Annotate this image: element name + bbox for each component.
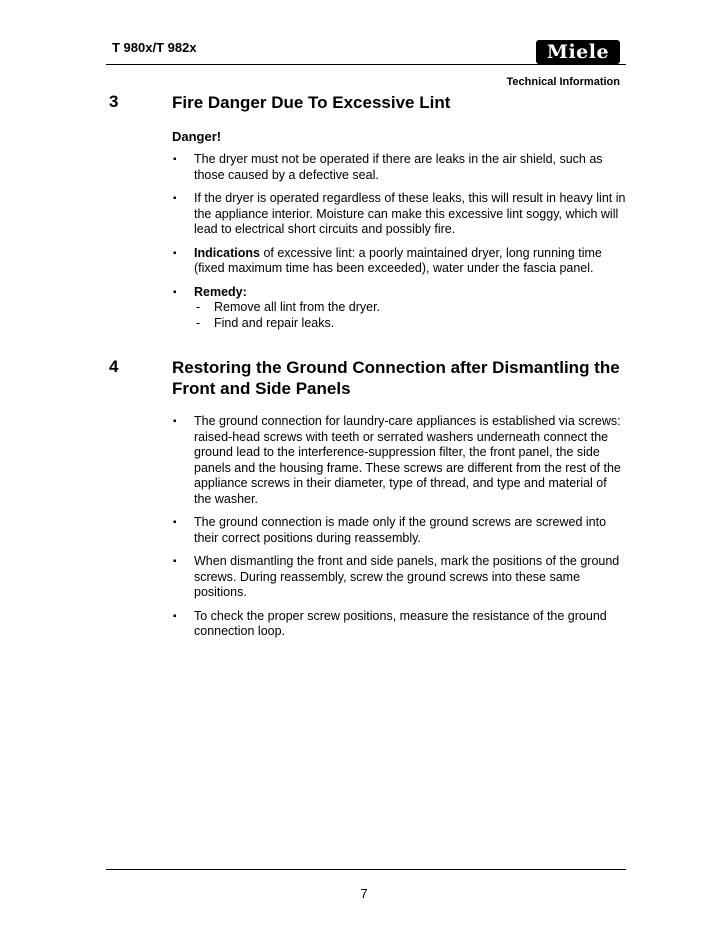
list-item [172, 152, 627, 183]
section-4-bullet-list [172, 414, 627, 648]
bullet-text: The ground connection is made only if the ground screws are screwed into their correct positions during reassembly. [194, 515, 607, 545]
header-divider [106, 64, 626, 65]
bullet-icon: ▪ [173, 517, 177, 528]
list-item [172, 554, 627, 601]
list-item [172, 285, 627, 332]
bullet-text: When dismantling the front and side panels, mark the positions of the ground screws. During reassembly, screw the ground screws into these same positions. [194, 554, 620, 599]
bullet-icon: ▪ [173, 286, 177, 298]
list-item [172, 246, 627, 277]
remedy-item [194, 316, 627, 332]
footer-divider [106, 869, 626, 870]
bullet-text: The dryer must not be operated if there are leaks in the air shield, such as those caused by a defective seal. [194, 152, 603, 182]
section-3-title: Fire Danger Due To Excessive Lint [172, 93, 451, 112]
section-3-number: 3 [109, 92, 119, 111]
section-4-title [172, 357, 622, 399]
danger-label: Danger! [172, 129, 222, 144]
page-number: 7 [360, 886, 368, 901]
remedy-label: Remedy: [194, 284, 247, 299]
bullet-text: To check the proper screw positions, measure the resistance of the ground connection loop. [194, 608, 607, 638]
section-label: Technical Information [506, 76, 620, 88]
remedy-item-text: Remove all lint from the dryer. [214, 300, 381, 314]
bullet-icon: ▪ [173, 416, 177, 427]
bullet-icon: ▪ [173, 610, 177, 622]
indications-text: of excessive lint: a poorly maintained dryer, long running time (fixed maximum time has been exceeded), water under the fascia panel. [194, 245, 602, 275]
remedy-list [194, 300, 627, 331]
logo-text: Miele [546, 40, 610, 63]
section-3-bullet-list [172, 152, 627, 339]
remedy-item-text: Find and repair leaks. [214, 315, 335, 330]
list-item [172, 609, 627, 640]
miele-logo [536, 40, 620, 64]
indications-label: Indications [194, 245, 260, 260]
section-4-number: 4 [109, 357, 119, 376]
dash-icon: - [196, 300, 201, 314]
list-item [172, 515, 627, 546]
list-item [172, 414, 627, 507]
dash-icon: - [196, 315, 201, 330]
bullet-icon: ▪ [173, 247, 177, 259]
bullet-icon: ▪ [173, 556, 177, 567]
section-4-title-line: Restoring the Ground Connection after Dismantling the [172, 358, 620, 377]
bullet-text: The ground connection for laundry-care appliances is established via screws: raised-head screws with teeth or serrated washers underneath connect the ground lead to the interference-suppression filter, the front panel, the side panels and the housing frame. These screws are different from the rest of the appliance screws in their diameter, type of thread, and type and material of the washer. [194, 414, 621, 506]
bullet-icon: ▪ [173, 154, 177, 165]
remedy-item [194, 300, 627, 316]
bullet-text: If the dryer is operated regardless of these leaks, this will result in heavy lint in the appliance interior. Moisture can make this excessive lint soggy, which will lead to electrical short circuits and possibly fire. [194, 191, 626, 236]
list-item [172, 191, 627, 238]
bullet-icon: ▪ [173, 193, 177, 204]
section-4-title-line: Front and Side Panels [172, 379, 351, 398]
document-model: T 980x/T 982x [112, 40, 197, 55]
